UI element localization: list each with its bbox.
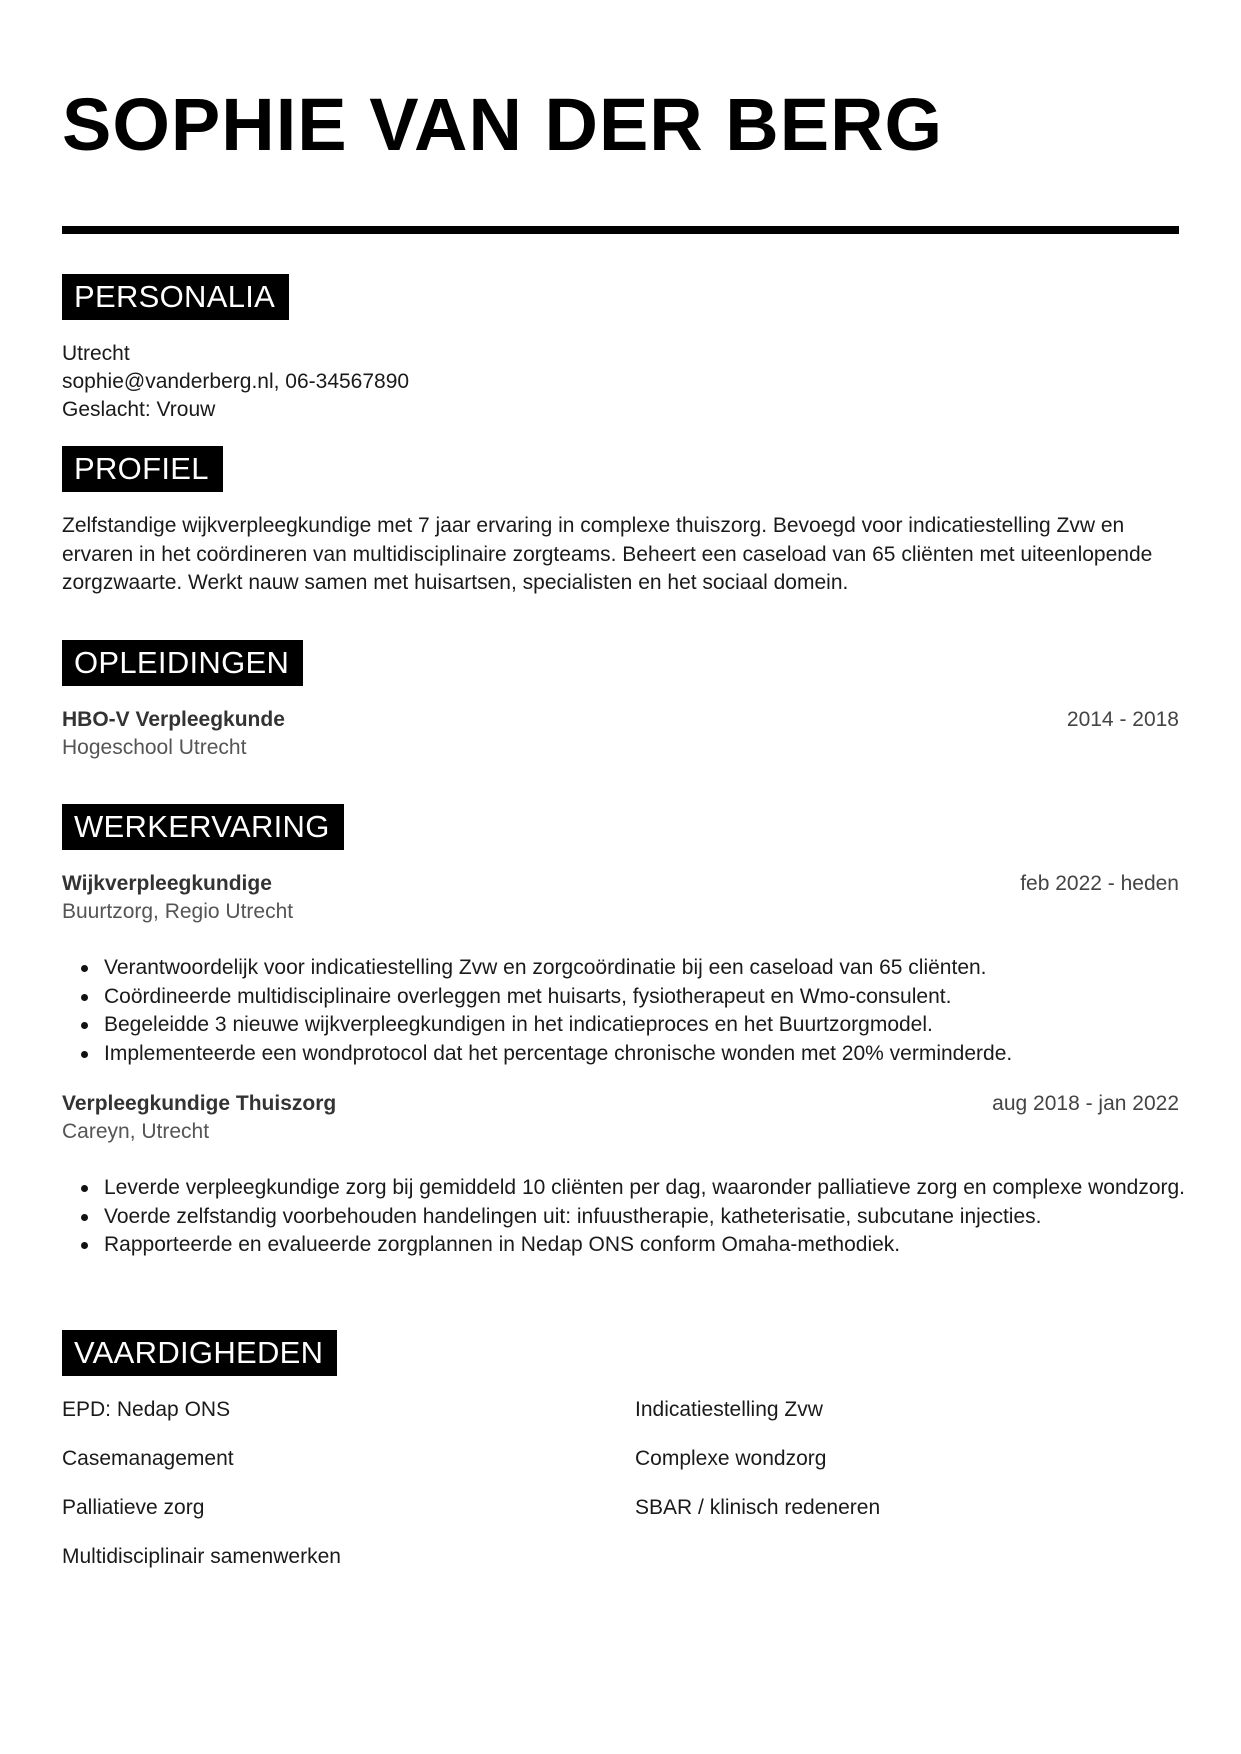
job-bullet: Implementeerde een wondprotocol dat het percentage chronische wonden met 20% verminderde. — [104, 1040, 1221, 1069]
job-bullet: Voerde zelfstandig voorbehouden handelingen uit: infuustherapie, katheterisatie, subcutane injecties. — [104, 1203, 1221, 1232]
personalia-gender: Geslacht: Vrouw — [62, 398, 216, 421]
section-heading-vaardigheden: VAARDIGHEDEN — [62, 1330, 337, 1376]
job-bullet: Begeleidde 3 nieuwe wijkverpleegkundigen in het indicatieproces en het Buurtzorgmodel. — [104, 1011, 1221, 1040]
job-organization: Careyn, Utrecht — [62, 1120, 210, 1143]
skill-item: Complexe wondzorg — [635, 1447, 827, 1470]
personalia-contact: sophie@vanderberg.nl, 06-34567890 — [62, 370, 410, 393]
skill-item: SBAR / klinisch redeneren — [635, 1496, 881, 1519]
personalia-city: Utrecht — [62, 342, 130, 365]
job-title: Verpleegkundige Thuiszorg — [62, 1092, 337, 1115]
job-bullet-list — [62, 1174, 1221, 1260]
job-bullet: Coördineerde multidisciplinaire overleggen met huisarts, fysiotherapeut en Wmo-consulent. — [104, 983, 1221, 1012]
candidate-name: SOPHIE VAN DER BERG — [62, 83, 944, 166]
education-institution: Hogeschool Utrecht — [62, 736, 247, 759]
profile-summary: Zelfstandige wijkverpleegkundige met 7 jaar ervaring in complexe thuiszorg. Bevoegd voor indicatiestelling Zvw en ervaren in het coördineren van multidisciplinaire zorgteams. Beheert een caseload van 65 cliënten met uiteenlopende zorgzwaarte. Werkt nauw samen met huisartsen, specialisten en het sociaal domein. — [62, 514, 1153, 594]
job-bullet-list — [62, 954, 1221, 1068]
skill-item: Indicatiestelling Zvw — [635, 1398, 823, 1421]
job-period: aug 2018 - jan 2022 — [992, 1092, 1179, 1115]
header-divider — [62, 226, 1179, 234]
job-title: Wijkverpleegkundige — [62, 872, 272, 895]
skill-item: EPD: Nedap ONS — [62, 1398, 231, 1421]
job-bullet: Leverde verpleegkundige zorg bij gemiddeld 10 cliënten per dag, waaronder palliatieve zorg en complexe wondzorg. — [104, 1174, 1221, 1203]
section-heading-personalia: PERSONALIA — [62, 274, 289, 320]
education-title: HBO-V Verpleegkunde — [62, 708, 285, 731]
job-bullet: Verantwoordelijk voor indicatiestelling Zvw en zorgcoördinatie bij een caseload van 65 cliënten. — [104, 954, 1221, 983]
job-organization: Buurtzorg, Regio Utrecht — [62, 900, 294, 923]
skill-item: Palliatieve zorg — [62, 1496, 205, 1519]
skill-item: Casemanagement — [62, 1447, 234, 1470]
education-period: 2014 - 2018 — [1066, 708, 1179, 731]
section-heading-werkervaring: WERKERVARING — [62, 804, 344, 850]
section-heading-profiel: PROFIEL — [62, 446, 223, 492]
skill-item: Multidisciplinair samenwerken — [62, 1545, 341, 1568]
job-bullet: Rapporteerde en evalueerde zorgplannen in Nedap ONS conform Omaha-methodiek. — [104, 1231, 1221, 1260]
job-period: feb 2022 - heden — [1020, 872, 1179, 895]
section-heading-opleidingen: OPLEIDINGEN — [62, 640, 303, 686]
